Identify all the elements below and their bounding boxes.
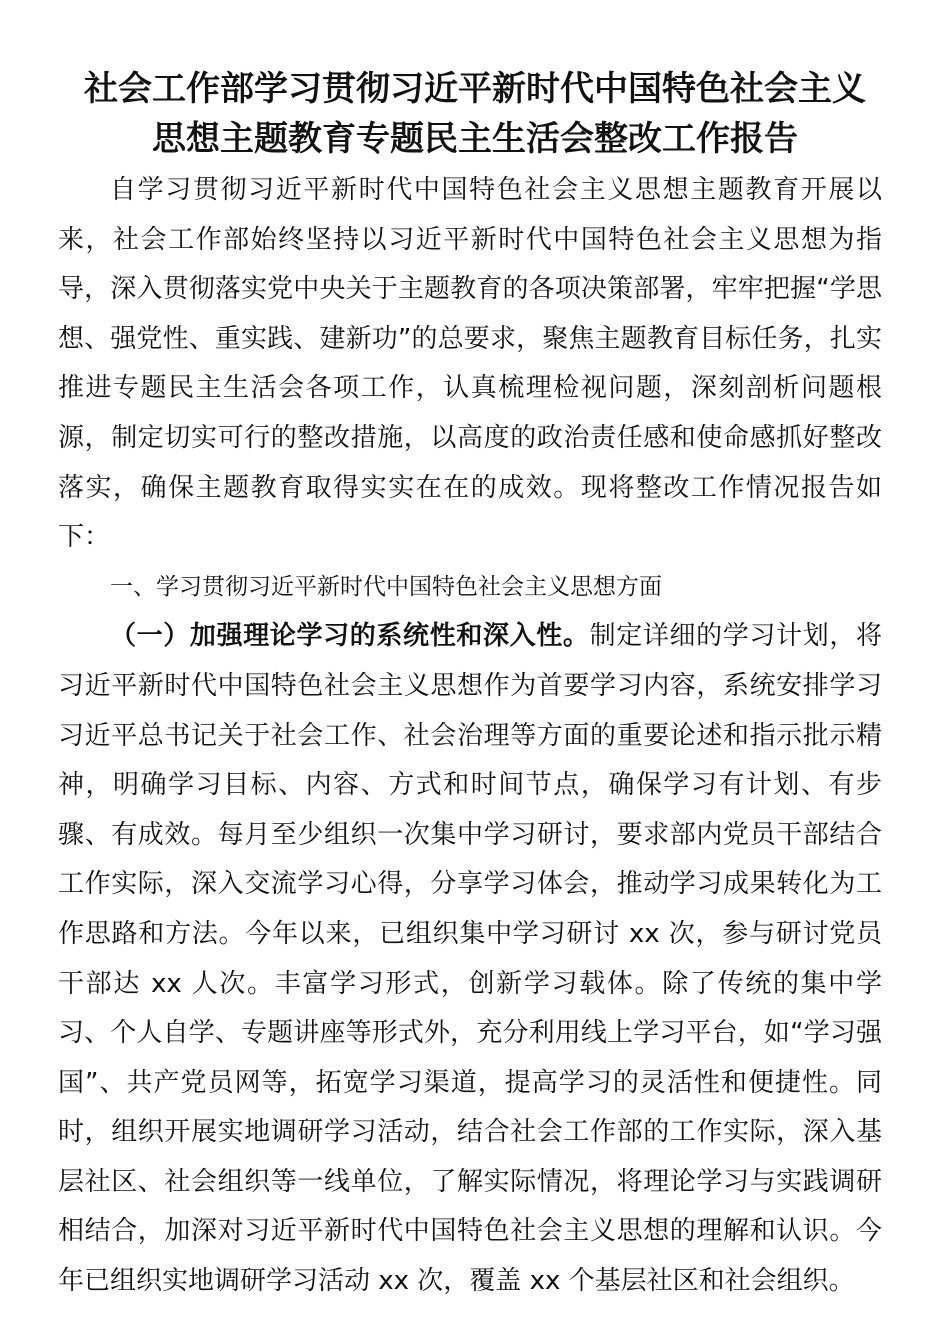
document-title — [40, 64, 910, 164]
title-line-2: 思想主题教育专题民主生活会整改工作报告 — [152, 119, 798, 159]
subsection-lead: （一）加强理论学习的系统性和深入性。 — [110, 621, 590, 652]
intro-paragraph: 自学习贯彻习近平新时代中国特色社会主义思想主题教育开展以来，社会工作部始终坚持以习近平新时代中国特色社会主义思想为指导，深入贯彻落实党中央关于主题教育的各项决策部署，牢牢把握“学思想、强党性、重实践、建新功”的总要求，聚焦主题教育目标任务，扎实推进专题民主生活会各项工作，认真梳理检视问题，深刻剖析问题根源，制定切实可行的整改措施，以高度的政治责任感和使命感抓好整改落实，确保主题教育取得实实在在的成效。现将整改工作情况报告如下： — [58, 175, 882, 553]
section-heading: 一、学习贯彻习近平新时代中国特色社会主义思想方面 — [110, 573, 662, 600]
subsection-body: 制定详细的学习计划，将习近平新时代中国特色社会主义思想作为首要学习内容，系统安排学习习近平总书记关于社会工作、社会治理等方面的重要论述和指示批示精神，明确学习目标、内容、方式和时间节点，确保学习有计划、有步骤、有成效。每月至少组织一次集中学习研讨，要求部内党员干部结合工作实际，深入交流学习心得，分享学习体会，推动学习成果转化为工作思路和方法。今年以来，已组织集中学习研讨 xx 次，参与研讨党员干部达 xx 人次。丰富学习形式，创新学习载体。除了传统的集中学习、个人自学、专题讲座等形式外，充分利用线上学习平台，如“学习强国”、共产党员网等，拓宽学习渠道，提高学习的灵活性和便捷性。同时，组织开展实地调研学习活动，结合社会工作部的工作实际，深入基层社区、社会组织等一线单位，了解实际情况，将理论学习与实践调研相结合，加深对习近平新时代中国特色社会主义思想的理解和认识。今年已组织实地调研学习活动 xx 次，覆盖 xx 个基层社区和社会组织。 — [58, 621, 882, 1297]
subsection-paragraph — [58, 612, 882, 1306]
document-body — [58, 166, 882, 1307]
title-line-1: 社会工作部学习贯彻习近平新时代中国特色社会主义 — [84, 69, 866, 109]
